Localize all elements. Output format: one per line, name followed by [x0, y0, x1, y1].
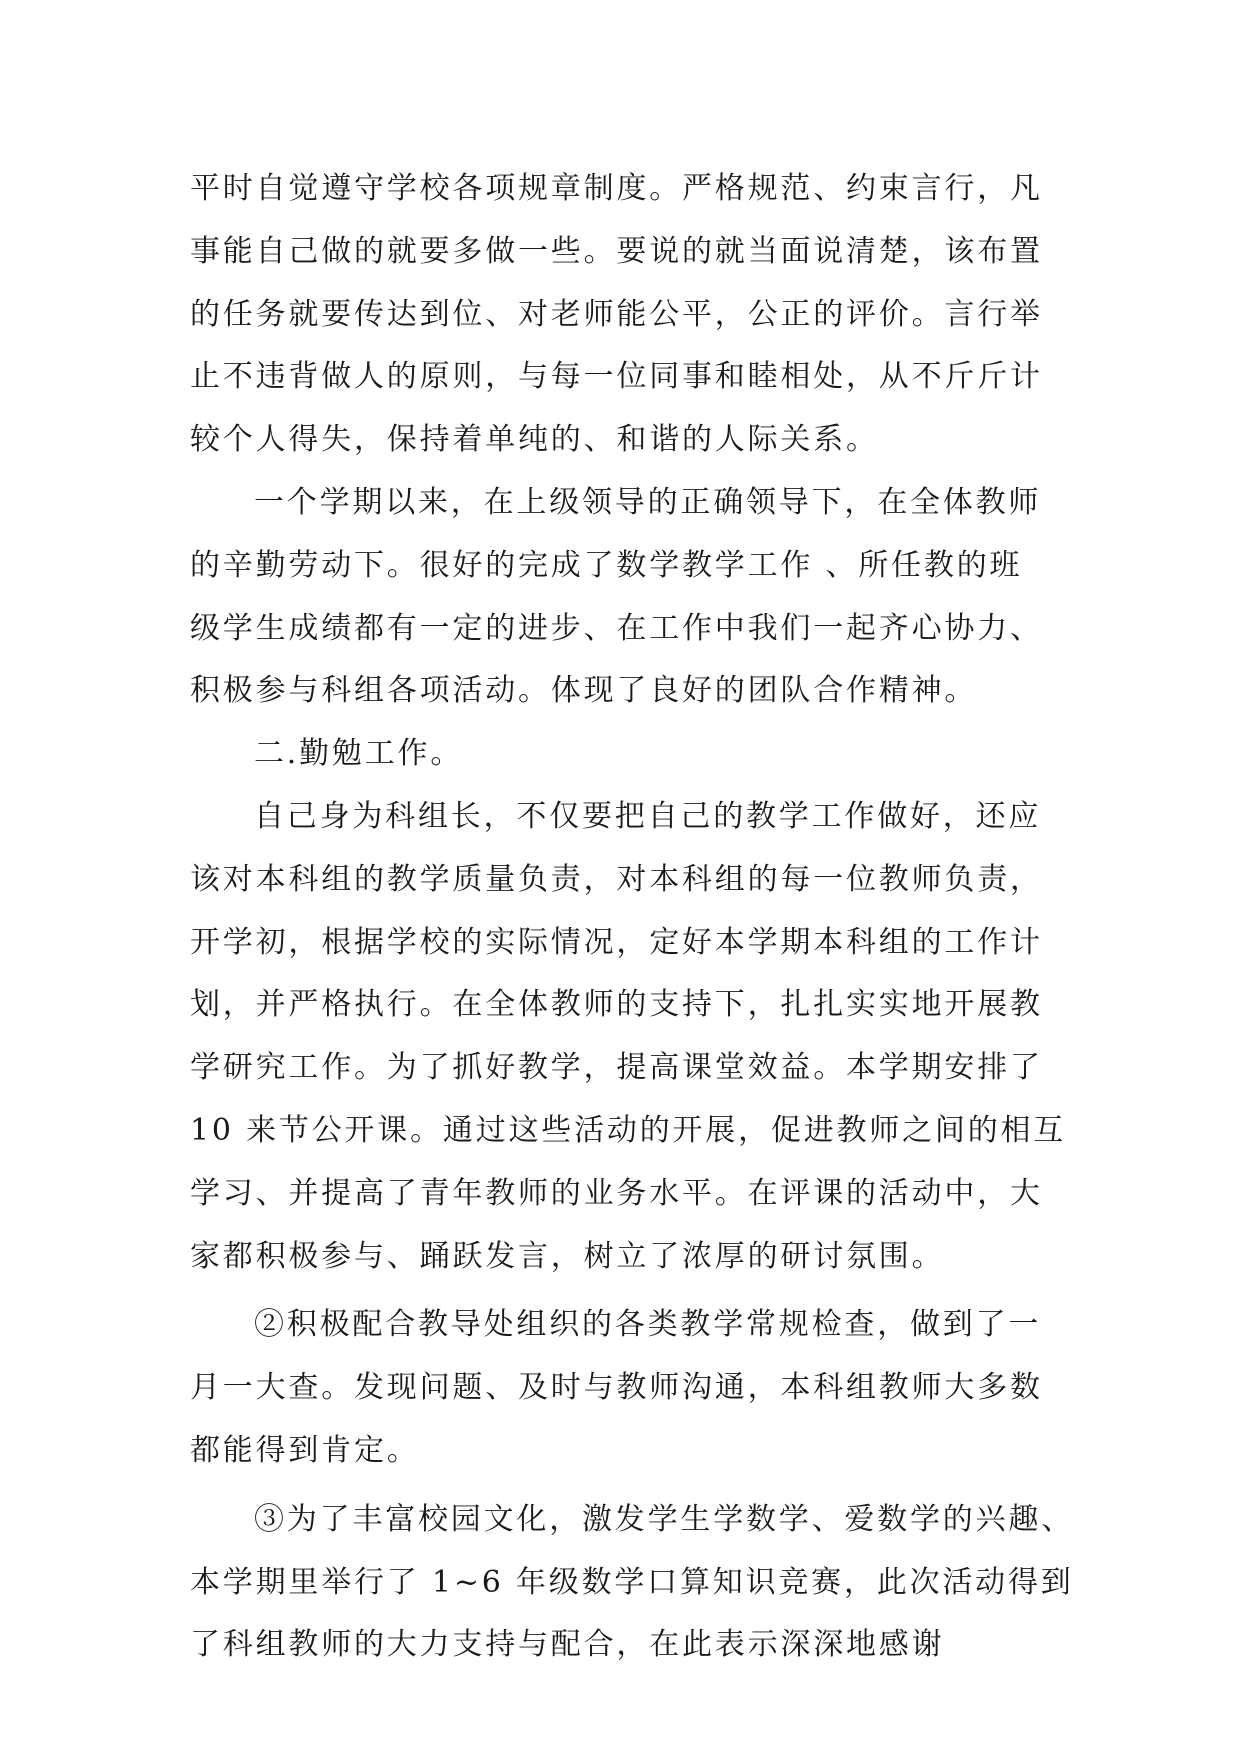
paragraph-start-line: ③为了丰富校园文化，激发学生学数学、爱数学的兴趣、 — [254, 1501, 1074, 1537]
paragraph-start-line: ②积极配合教导处组织的各类教学常规检查，做到了一 — [254, 1307, 1042, 1343]
text-line: 本学期里举行了 1~6 年级数学口算知识竞赛，此次活动得到 — [190, 1564, 1074, 1600]
text-line: 该对本科组的教学质量负责，对本科组的每一位教师负责， — [190, 861, 1043, 897]
text-line: 学研究工作。为了抓好教学，提高课堂效益。本学期安排了 — [190, 1050, 1043, 1086]
text-line: 10 来节公开课。通过这些活动的开展，促进教师之间的相互 — [190, 1112, 1067, 1148]
text-line: 开学初，根据学校的实际情况，定好本学期本科组的工作计 — [190, 924, 1043, 960]
paragraph-start-line: 一个学期以来，在上级领导的正确领导下，在全体教师 — [254, 484, 1042, 520]
text-line: 事能自己做的就要多做一些。要说的就当面说清楚，该布置 — [190, 233, 1043, 269]
text-line: 了科组教师的大力支持与配合，在此表示深深地感谢 — [190, 1627, 945, 1663]
text-line: 划，并严格执行。在全体教师的支持下，扎扎实实地开展教 — [190, 987, 1043, 1023]
text-line: 都能得到肯定。 — [190, 1432, 420, 1468]
text-line: 级学生成绩都有一定的进步、在工作中我们一起齐心协力、 — [190, 610, 1043, 646]
text-line: 月一大查。发现问题、及时与教师沟通，本科组教师大多数 — [190, 1370, 1043, 1406]
section-heading: 二.勤勉工作。 — [254, 736, 464, 772]
text-line: 学习、并提高了青年教师的业务水平。在评课的活动中，大 — [190, 1175, 1043, 1211]
text-line: 家都积极参与、踊跃发言，树立了浓厚的研讨氛围。 — [190, 1238, 945, 1274]
text-line: 较个人得失，保持着单纯的、和谐的人际关系。 — [190, 422, 879, 458]
text-line: 积极参与科组各项活动。体现了良好的团队合作精神。 — [190, 673, 978, 709]
text-line: 的任务就要传达到位、对老师能公平，公正的评价。言行举 — [190, 296, 1043, 332]
document-body — [190, 158, 1074, 1677]
text-line: 的辛勤劳动下。很好的完成了数学教学工作 、所任教的班 — [190, 547, 1023, 583]
text-line: 止不违背做人的原则，与每一位同事和睦相处，从不斤斤计 — [190, 359, 1043, 395]
text-line: 平时自觉遵守学校各项规章制度。严格规范、约束言行，凡 — [190, 171, 1043, 206]
paragraph-start-line: 自己身为科组长，不仅要把自己的教学工作做好，还应 — [254, 798, 1042, 834]
